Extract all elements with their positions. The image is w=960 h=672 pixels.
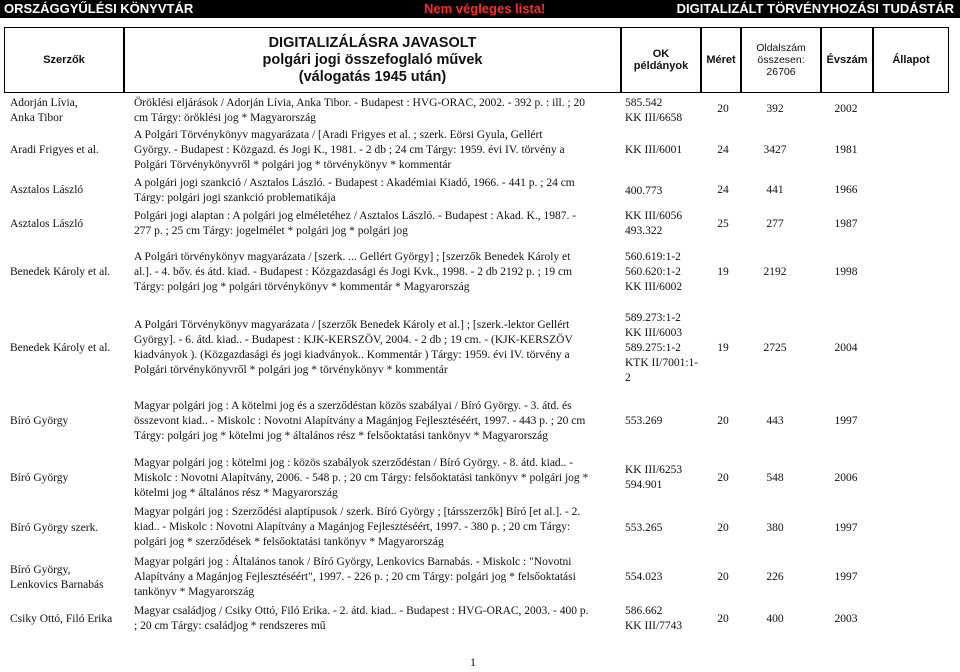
header-authors: Szerzők [4,27,124,93]
row-year: 1987 [834,218,858,230]
row-description: A polgári jogi szankció / Asztalos László. - Budapest : Akadémiai Kiadó, 1966. - 441 p. ; 24 cm Tárgy: polgári jogi szankció problematikája [134,177,575,204]
header-ok-copies: OK példányok [621,27,701,93]
row-description: Magyar polgári jog : Szerződési alaptípusok / szerk. Bíró György ; [társszerzők] Bíró [et al.]. - 2. kiad.. - Miskolc : Novotni Alapítvány a Magánjog Fejlesztéséért, 1997. - 380 p. ; 20 cm Tárgy: polgári jog * szerződések * felsőoktatási tankönyv * Magyarország [134,506,581,548]
row-ok-copies: 554.023 [625,571,663,583]
row-size: 25 [717,218,729,230]
row-pages: 443 [766,415,784,427]
row-authors: Bíró György szerk. [10,522,99,534]
row-year: 1981 [834,144,858,156]
row-year: 1997 [834,522,858,534]
row-year: 1998 [834,266,858,278]
row-year: 2002 [834,103,858,115]
row-pages: 548 [766,472,784,484]
title-line-1: DIGITALIZÁLÁSRA JAVASOLT [268,34,477,51]
row-size: 20 [717,103,729,115]
row-ok-copies: 586.662 KK III/7743 [625,605,683,632]
row-pages: 392 [766,103,784,115]
row-size: 20 [717,415,729,427]
row-authors: Benedek Károly et al. [10,266,111,278]
row-size: 20 [717,613,729,625]
row-pages: 380 [766,522,784,534]
row-description: Magyar családjog / Csiky Ottó, Filó Erika. - 2. átd. kiad.. - Budapest : HVG-ORAC, 2003. - 400 p. ; 20 cm Tárgy: családjog * rendszeres mű [134,605,589,632]
row-year: 2004 [834,342,858,354]
row-authors: Asztalos László [10,184,84,196]
row-authors: Adorján Lívia, Anka Tibor [10,97,78,124]
row-size: 19 [717,266,729,278]
header-pages: Oldalszám összesen: 26706 [741,27,821,93]
row-size: 24 [717,144,729,156]
row-pages: 226 [766,571,784,583]
top-banner [0,0,960,18]
row-ok-copies: 560.619:1-2 560.620:1-2 KK III/6002 [625,251,683,293]
row-year: 2003 [834,613,858,625]
header-status: Állapot [873,27,949,93]
row-authors: Bíró György, Lenkovics Barnabás [10,564,104,591]
row-description: Magyar polgári jog : Általános tanok / Bíró György, Lenkovics Barnabás. - Miskolc : "Novotni Alapítvány a Magánjog Fejlesztéséért", 1997. - 226 p. ; 20 cm Tárgy: polgári jog * felsőoktatási tankönyv * Magyarország [134,556,576,598]
row-authors: Bíró György [10,415,69,427]
header-year: Évszám [821,27,873,93]
row-pages: 441 [766,184,784,196]
row-authors: Csiky Ottó, Filó Erika [10,613,113,625]
row-pages: 2725 [763,342,787,354]
row-ok-copies: 585.542 KK III/6658 [625,97,683,124]
row-description: Magyar polgári jog : kötelmi jog : közös szabályok szerződéstan / Bíró György. - 8. átd. kiad.. - Miskolc : Novotni Alapítvány, 2006. - 548 p. ; 20 cm Tárgy: felsőoktatási tankönyv * polgári jog * kötelmi jog * általános rész * Magyarország [134,457,589,499]
row-year: 1997 [834,415,858,427]
row-year: 1997 [834,571,858,583]
row-ok-copies: 553.269 [625,415,663,427]
library-name: ORSZÁGGYŰLÉSI KÖNYVTÁR [4,1,194,16]
row-size: 20 [717,571,729,583]
row-ok-copies: KK III/6001 [625,144,683,156]
row-description: Magyar polgári jog : A kötelmi jog és a szerződéstan közös szabályai / Bíró György. - 3. átd. és összevont kiad.. - Miskolc : Novotni Alapítvány a Magánjog Fejlesztéséért, 1997. - 443 p. ; 20 cm Tárgy: polgári jog * kötelmi jog * általános rész * felsőoktatási tankönyv * Magyarország [134,400,586,442]
row-ok-copies: KK III/6253 594.901 [625,464,683,491]
row-pages: 2192 [763,266,787,278]
row-description: Polgári jogi alaptan : A polgári jog elméletéhez / Asztalos László. - Budapest : Akad. K., 1987. - 277 p. ; 25 cm Tárgy: jogelmélet * polgári jog * polgári jog [134,210,577,237]
row-size: 19 [717,342,729,354]
row-description: A Polgári Törvénykönyv magyarázata / [szerzők Benedek Károly et al.] ; [szerk.-lektor Gellért György]. - 6. átd. kiad.. - Budapest : KJK-KERSZÖV, 2004. - 2 db ; 19 cm. - (KJK-KERSZÖV kiadványok ). (Közgazdasági és jogi kiadványok.. Kommentár ) Tárgy: 1959. évi IV. törvény a Polgári törvénykönyvről * polgári jog * törvénykönyv * kommentár [134,319,573,376]
title-line-2: polgári jogi összefoglaló művek [262,51,483,68]
row-description: Öröklési eljárások / Adorján Lívia, Anka Tibor. - Budapest : HVG-ORAC, 2002. - 392 p. : ill. ; 20 cm Tárgy: öröklési jog * Magyarország [134,97,586,124]
row-ok-copies: 553.265 [625,522,663,534]
page-number: 1 [470,655,476,669]
row-authors: Bíró György [10,472,69,484]
header-title [124,27,621,93]
row-year: 2006 [834,472,858,484]
row-authors: Aradi Frigyes et al. [10,144,99,156]
row-authors: Benedek Károly et al. [10,342,111,354]
row-size: 20 [717,522,729,534]
row-pages: 3427 [763,144,787,156]
row-year: 1966 [834,184,858,196]
row-ok-copies: 400.773 [625,185,663,197]
row-pages: 277 [766,218,784,230]
draft-notice: Nem végleges lista! [424,1,546,16]
header-size: Méret [701,27,741,93]
row-pages: 400 [766,613,784,625]
title-line-3: (válogatás 1945 után) [298,68,447,85]
row-size: 20 [717,472,729,484]
row-description: A Polgári Törvénykönyv magyarázata / [Aradi Frigyes et al. ; szerk. Eörsi Gyula, Gellért György. - Budapest : Közgazd. és Jogi K., 1981. - 2 db ; 24 cm Tárgy: 1959. évi IV. törvény a Polgári Törvénykönyvről * polgári jog * törvénykönyv * kommentár [134,129,565,171]
row-description: A Polgári törvénykönyv magyarázata / [szerk. ... Gellért György] ; [szerzők Benedek Károly et al.]. - 4. bőv. és átd. kiad. - Budapest : Közgazdasági és Jogi Kvk., 1998. - 2 db 2192 p. ; 19 cm Tárgy: polgári jog * polgári törvénykönyv * kommentár * Magyarország [134,251,573,293]
row-ok-copies: KK III/6056 493.322 [625,210,683,237]
row-authors: Asztalos László [10,218,84,230]
row-ok-copies: 589.273:1-2 KK III/6003 589.275:1-2 KTK II/7001:1- 2 [625,312,699,384]
repository-name: DIGITALIZÁLT TÖRVÉNYHOZÁSI TUDÁSTÁR [676,1,954,16]
row-size: 24 [717,184,729,196]
